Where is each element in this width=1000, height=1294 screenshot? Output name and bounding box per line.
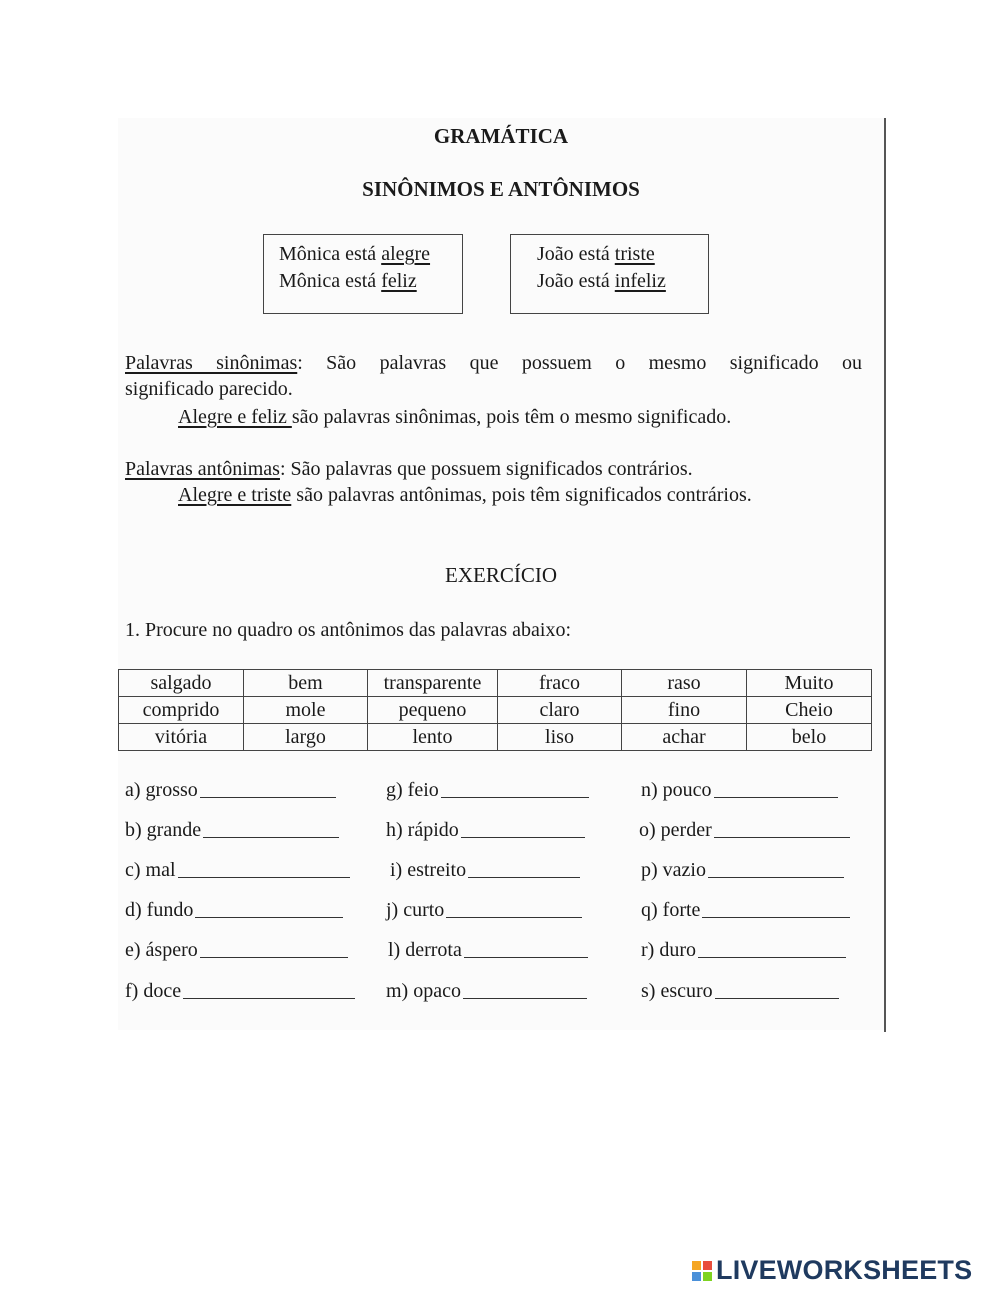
- answer-blank[interactable]: [200, 796, 336, 798]
- question-h: h) rápido: [386, 819, 585, 842]
- question-i: i) estreito: [390, 859, 580, 882]
- example-box-antonyms: [510, 234, 709, 314]
- question-s: s) escuro: [641, 980, 839, 1003]
- question-l: l) derrota: [388, 939, 588, 962]
- logo-text: LIVEWORKSHEETS: [716, 1255, 973, 1285]
- logo-square: [692, 1261, 701, 1270]
- answer-blank[interactable]: [715, 997, 839, 999]
- answer-blank[interactable]: [446, 916, 582, 918]
- table-cell: comprido: [119, 697, 244, 724]
- example-box-synonyms: [263, 234, 463, 314]
- answer-blank[interactable]: [178, 876, 350, 878]
- answer-blank[interactable]: [714, 836, 850, 838]
- question-a: a) grosso: [125, 779, 336, 802]
- answer-blank[interactable]: [183, 997, 355, 999]
- question-m: m) opaco: [386, 980, 587, 1003]
- answer-blank[interactable]: [468, 876, 580, 878]
- question-g: g) feio: [386, 779, 589, 802]
- table-cell: transparente: [368, 670, 498, 697]
- table-cell: claro: [498, 697, 622, 724]
- example-line: Mônica está alegre: [279, 243, 431, 265]
- table-cell: bem: [244, 670, 368, 697]
- answer-blank[interactable]: [698, 956, 846, 958]
- table-cell: Cheio: [747, 697, 872, 724]
- page-title: GRAMÁTICA: [433, 124, 569, 148]
- answer-blank[interactable]: [203, 836, 339, 838]
- question-j: j) curto: [386, 899, 582, 922]
- logo-square: [692, 1272, 701, 1281]
- question-n: n) pouco: [641, 779, 838, 802]
- table-cell: raso: [622, 670, 747, 697]
- answer-blank[interactable]: [463, 997, 587, 999]
- answer-blank[interactable]: [441, 796, 589, 798]
- question-c: c) mal: [125, 859, 350, 882]
- table-cell: achar: [622, 724, 747, 751]
- logo-square: [703, 1261, 712, 1270]
- answer-blank[interactable]: [702, 916, 850, 918]
- table-cell: fraco: [498, 670, 622, 697]
- question-b: b) grande: [125, 819, 339, 842]
- exercise-title: EXERCÍCIO: [445, 563, 557, 587]
- antonyms-example: Alegre e triste são palavras antônimas, pois têm significados contrários.: [178, 484, 752, 506]
- question-q: q) forte: [641, 899, 850, 922]
- table-cell: salgado: [119, 670, 244, 697]
- table-cell: liso: [498, 724, 622, 751]
- question-d: d) fundo: [125, 899, 343, 922]
- question-f: f) doce: [125, 980, 355, 1003]
- table-row: [119, 697, 872, 724]
- table-cell: vitória: [119, 724, 244, 751]
- page-subtitle: SINÔNIMOS E ANTÔNIMOS: [362, 177, 640, 201]
- logo-square: [703, 1272, 712, 1281]
- table-cell: belo: [747, 724, 872, 751]
- page-border-line: [884, 118, 886, 1032]
- question-p: p) vazio: [641, 859, 844, 882]
- table-cell: largo: [244, 724, 368, 751]
- answer-blank[interactable]: [714, 796, 838, 798]
- answer-blank[interactable]: [200, 956, 348, 958]
- synonyms-definition-cont: significado parecido.: [125, 378, 293, 400]
- logo-grid-icon: [692, 1261, 712, 1281]
- antonyms-definition: Palavras antônimas: São palavras que possuem significados contrários.: [125, 458, 693, 480]
- table-cell: pequeno: [368, 697, 498, 724]
- liveworksheets-logo: [692, 1255, 972, 1286]
- table-cell: mole: [244, 697, 368, 724]
- example-line: Mônica está feliz: [279, 270, 417, 292]
- answer-blank[interactable]: [708, 876, 844, 878]
- synonyms-example: Alegre e feliz são palavras sinônimas, pois têm o mesmo significado.: [178, 406, 732, 428]
- question-e: e) áspero: [125, 939, 348, 962]
- table-cell: fino: [622, 697, 747, 724]
- table-cell: lento: [368, 724, 498, 751]
- question-o: o) perder: [639, 819, 850, 842]
- answer-blank[interactable]: [461, 836, 585, 838]
- example-line: João está triste: [537, 243, 655, 265]
- answer-blank[interactable]: [464, 956, 588, 958]
- word-table: [118, 669, 872, 751]
- table-cell: Muito: [747, 670, 872, 697]
- question-r: r) duro: [641, 939, 846, 962]
- exercise-instruction: 1. Procure no quadro os antônimos das palavras abaixo:: [125, 619, 572, 641]
- table-row: [119, 724, 872, 751]
- table-row: [119, 670, 872, 697]
- synonyms-definition: Palavras sinônimas: São palavras que possuem o mesmo significado ou: [125, 352, 862, 374]
- example-line: João está infeliz: [537, 270, 666, 292]
- answer-blank[interactable]: [195, 916, 343, 918]
